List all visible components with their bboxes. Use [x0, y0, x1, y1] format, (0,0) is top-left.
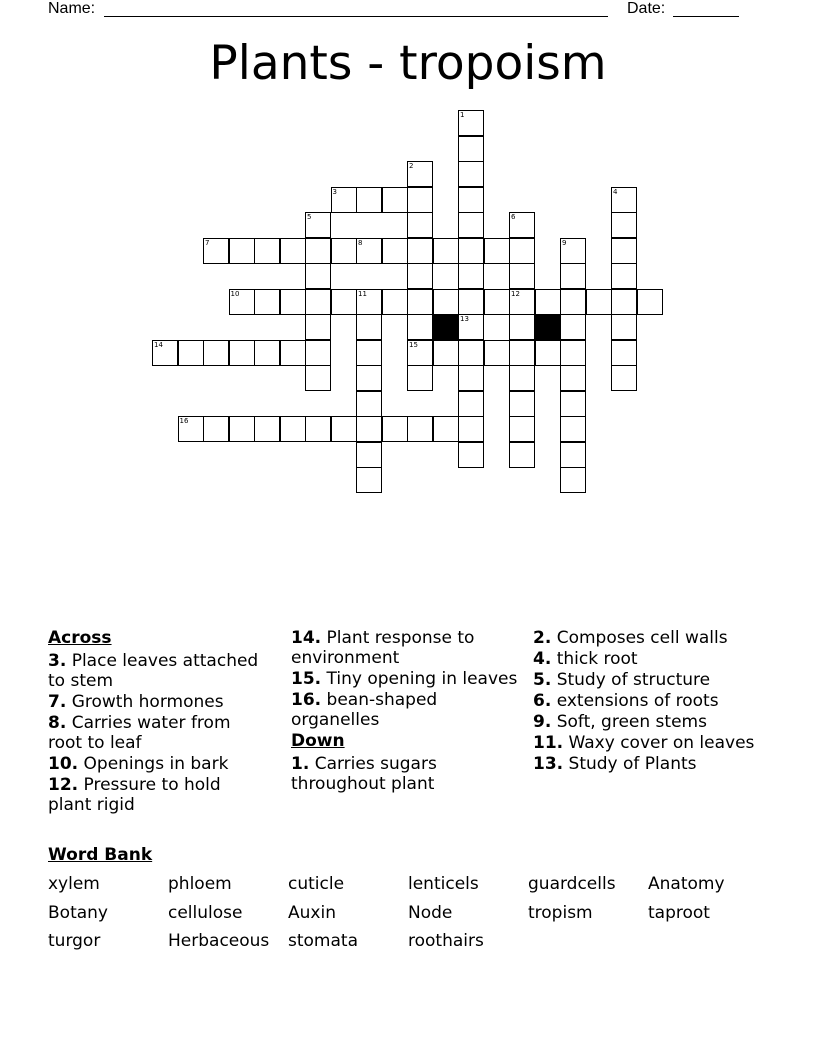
grid-cell[interactable]	[509, 314, 535, 340]
down-clue	[533, 670, 773, 690]
grid-cell[interactable]	[203, 416, 229, 442]
grid-cell[interactable]	[356, 391, 382, 417]
word-bank-item: taproot	[648, 902, 710, 923]
grid-cell[interactable]	[458, 442, 484, 468]
clue-text: Composes cell walls	[551, 628, 728, 648]
word-bank	[48, 874, 778, 960]
grid-cell[interactable]	[407, 340, 433, 366]
across-clue	[291, 690, 521, 730]
clue-number-label: 9	[562, 238, 567, 247]
grid-cell[interactable]	[280, 340, 306, 366]
grid-cell[interactable]	[229, 416, 255, 442]
grid-cell[interactable]	[178, 340, 204, 366]
grid-cell[interactable]	[203, 238, 229, 264]
grid-cell[interactable]	[382, 187, 408, 213]
name-label: Name:	[48, 0, 96, 17]
grid-cell[interactable]	[611, 365, 637, 391]
across-clue	[48, 775, 268, 815]
grid-cell[interactable]	[305, 289, 331, 315]
word-bank-heading: Word Bank	[48, 845, 153, 865]
grid-cell[interactable]	[484, 340, 510, 366]
clue-text: thick root	[551, 649, 638, 669]
clue-text: Growth hormones	[66, 692, 224, 712]
down-heading: Down	[291, 731, 345, 751]
grid-cell[interactable]	[611, 314, 637, 340]
word-bank-item: roothairs	[408, 931, 484, 951]
grid-cell[interactable]	[407, 212, 433, 238]
grid-cell[interactable]	[535, 340, 561, 366]
grid-cell[interactable]	[560, 442, 586, 468]
clue-number-label: 10	[230, 289, 240, 298]
clue-number: 11.	[533, 733, 564, 753]
grid-cell[interactable]	[407, 238, 433, 264]
clue-number: 10.	[48, 754, 79, 774]
crossword-grid	[0, 0, 816, 520]
grid-cell[interactable]	[305, 365, 331, 391]
grid-cell[interactable]	[509, 391, 535, 417]
clue-text: Waxy cover on leaves	[563, 733, 755, 753]
across-clue	[48, 713, 268, 753]
black-square	[535, 314, 561, 340]
grid-cell[interactable]	[458, 416, 484, 442]
grid-cell[interactable]	[509, 238, 535, 264]
clue-number-label: 4	[613, 187, 618, 196]
grid-cell[interactable]	[560, 263, 586, 289]
clue-text: Carries sugars throughout plant	[291, 754, 437, 794]
grid-cell[interactable]	[458, 340, 484, 366]
clue-text: Plant response to environment	[291, 628, 475, 668]
grid-cell[interactable]	[458, 161, 484, 187]
clue-number-label: 12	[511, 289, 520, 298]
grid-cell[interactable]	[356, 238, 382, 264]
grid-cell[interactable]	[560, 467, 586, 493]
grid-cell[interactable]	[509, 365, 535, 391]
clue-number-label: 15	[409, 340, 418, 349]
grid-cell[interactable]	[356, 340, 382, 366]
grid-cell[interactable]	[407, 365, 433, 391]
word-bank-item: Auxin	[288, 902, 336, 923]
grid-cell[interactable]	[356, 467, 382, 493]
grid-cell[interactable]	[305, 263, 331, 289]
clues-column-2	[291, 628, 521, 795]
clue-number-label: 11	[358, 289, 367, 298]
clue-number: 6.	[533, 691, 552, 711]
down-clue	[533, 649, 773, 669]
clue-number-label: 1	[460, 111, 465, 119]
grid-cell[interactable]	[458, 263, 484, 289]
grid-cell[interactable]	[509, 416, 535, 442]
grid-cell[interactable]	[458, 365, 484, 391]
clue-number: 13.	[533, 754, 564, 774]
grid-cell[interactable]	[382, 238, 408, 264]
grid-cell[interactable]	[407, 161, 433, 187]
word-bank-item: Herbaceous	[168, 931, 270, 951]
black-square	[433, 314, 459, 340]
clue-text: extensions of roots	[551, 691, 719, 711]
clue-number-label: 8	[358, 238, 363, 247]
grid-cell[interactable]	[356, 365, 382, 391]
clue-text: Tiny opening in leaves	[321, 669, 518, 689]
grid-cell[interactable]	[509, 289, 535, 315]
grid-cell[interactable]	[611, 238, 637, 264]
grid-cell[interactable]	[509, 212, 535, 238]
clue-number: 14.	[291, 628, 322, 648]
grid-cell[interactable]	[203, 340, 229, 366]
grid-cell[interactable]	[152, 340, 178, 366]
grid-cell[interactable]	[458, 238, 484, 264]
down-clue	[533, 754, 773, 774]
grid-cell[interactable]	[254, 340, 280, 366]
clue-number: 3.	[48, 651, 67, 671]
grid-cell[interactable]	[611, 187, 637, 213]
grid-cell[interactable]	[433, 340, 459, 366]
word-bank-item: xylem	[48, 874, 100, 894]
word-bank-item: cellulose	[168, 902, 243, 923]
grid-cell[interactable]	[305, 416, 331, 442]
word-bank-item: tropism	[528, 902, 593, 923]
word-bank-item: cuticle	[288, 874, 345, 894]
grid-cell[interactable]	[611, 263, 637, 289]
down-clue	[533, 712, 773, 732]
grid-cell[interactable]	[509, 263, 535, 289]
grid-cell[interactable]	[407, 314, 433, 340]
grid-cell[interactable]	[484, 289, 510, 315]
clue-text: Carries water from root to leaf	[48, 713, 231, 753]
grid-cell[interactable]	[509, 340, 535, 366]
grid-cell[interactable]	[407, 416, 433, 442]
word-bank-item: turgor	[48, 931, 101, 951]
clue-text: Place leaves attached to stem	[48, 651, 259, 691]
grid-cell[interactable]	[560, 289, 586, 315]
grid-cell[interactable]	[280, 289, 306, 315]
grid-cell[interactable]	[509, 442, 535, 468]
grid-cell[interactable]	[611, 289, 637, 315]
clue-number: 4.	[533, 649, 552, 669]
clue-number-label: 6	[511, 213, 516, 221]
clue-number: 16.	[291, 690, 322, 710]
grid-cell[interactable]	[407, 263, 433, 289]
grid-cell[interactable]	[305, 340, 331, 366]
clue-text: Study of structure	[551, 670, 711, 690]
grid-cell[interactable]	[305, 212, 331, 238]
grid-cell[interactable]	[560, 340, 586, 366]
word-bank-item: phloem	[168, 874, 232, 894]
grid-cell[interactable]	[458, 110, 484, 136]
grid-cell[interactable]	[433, 289, 459, 315]
grid-cell[interactable]	[331, 238, 357, 264]
grid-cell[interactable]	[356, 314, 382, 340]
grid-cell[interactable]	[356, 187, 382, 213]
grid-cell[interactable]	[382, 289, 408, 315]
clue-number-label: 5	[307, 213, 312, 221]
down-clue	[291, 754, 521, 794]
word-bank-item: Anatomy	[648, 874, 725, 894]
grid-cell[interactable]	[433, 416, 459, 442]
grid-cell[interactable]	[382, 416, 408, 442]
puzzle-title: Plants - tropoism	[209, 36, 607, 91]
clue-number: 5.	[533, 670, 552, 690]
clues-column-1	[48, 628, 268, 816]
grid-cell[interactable]	[458, 187, 484, 213]
grid-cell[interactable]	[254, 238, 280, 264]
grid-cell[interactable]	[458, 314, 484, 340]
clue-text: Soft, green stems	[551, 712, 707, 732]
across-clue	[291, 669, 521, 689]
grid-cell[interactable]	[331, 187, 357, 213]
clue-number-label: 16	[179, 417, 189, 425]
grid-cell[interactable]	[611, 340, 637, 366]
clue-text: Study of Plants	[563, 754, 697, 774]
grid-cell[interactable]	[484, 238, 510, 264]
grid-cell[interactable]	[586, 289, 612, 315]
clue-number-label: 7	[205, 238, 210, 247]
clue-number: 2.	[533, 628, 552, 648]
clue-number-label: 2	[409, 162, 414, 170]
clue-number-label: 13	[460, 315, 469, 323]
grid-cell[interactable]	[458, 136, 484, 162]
grid-cell[interactable]	[407, 289, 433, 315]
across-clue	[291, 628, 521, 668]
clue-number: 15.	[291, 669, 322, 689]
grid-cell[interactable]	[280, 238, 306, 264]
clue-number: 12.	[48, 775, 79, 795]
grid-cell[interactable]	[356, 442, 382, 468]
clue-text: Openings in bark	[78, 754, 229, 774]
grid-cell[interactable]	[331, 289, 357, 315]
grid-cell[interactable]	[305, 238, 331, 264]
grid-cell[interactable]	[280, 416, 306, 442]
grid-cell[interactable]	[637, 289, 663, 315]
across-clue	[48, 651, 268, 691]
word-bank-item: Botany	[48, 902, 108, 923]
grid-cell[interactable]	[178, 416, 204, 442]
clue-number-label: 14	[154, 340, 163, 349]
grid-cell[interactable]	[560, 238, 586, 264]
clue-text: bean-shaped organelles	[291, 690, 438, 730]
word-bank-item: Node	[408, 902, 453, 923]
down-clue	[533, 691, 773, 711]
grid-cell[interactable]	[356, 289, 382, 315]
across-clue	[48, 692, 268, 712]
grid-cell[interactable]	[458, 391, 484, 417]
grid-cell[interactable]	[407, 187, 433, 213]
date-label: Date:	[627, 0, 666, 17]
grid-cell[interactable]	[458, 289, 484, 315]
grid-cell[interactable]	[254, 289, 280, 315]
across-clue	[48, 754, 268, 774]
clues-column-3	[533, 628, 773, 775]
grid-cell[interactable]	[229, 340, 255, 366]
clue-number: 1.	[291, 754, 310, 774]
grid-cell[interactable]	[560, 365, 586, 391]
grid-cell[interactable]	[560, 391, 586, 417]
grid-cell[interactable]	[229, 238, 255, 264]
grid-cell[interactable]	[560, 314, 586, 340]
clue-number-label: 3	[332, 187, 337, 196]
grid-cell[interactable]	[535, 289, 561, 315]
grid-cell[interactable]	[458, 212, 484, 238]
grid-cell[interactable]	[254, 416, 280, 442]
grid-cell[interactable]	[331, 416, 357, 442]
clue-number: 9.	[533, 712, 552, 732]
word-bank-item: lenticels	[408, 874, 479, 894]
down-clue	[533, 733, 773, 753]
clue-number: 8.	[48, 713, 67, 733]
word-bank-item: stomata	[288, 931, 358, 951]
grid-cell[interactable]	[356, 416, 382, 442]
clue-number: 7.	[48, 692, 67, 712]
grid-cell[interactable]	[560, 416, 586, 442]
grid-cell[interactable]	[433, 238, 459, 264]
across-heading: Across	[48, 628, 112, 648]
clue-text: Pressure to hold plant rigid	[48, 775, 221, 815]
word-bank-item: guardcells	[528, 874, 616, 894]
grid-cell[interactable]	[611, 212, 637, 238]
down-clue	[533, 628, 773, 648]
grid-cell[interactable]	[305, 314, 331, 340]
grid-cell[interactable]	[229, 289, 255, 315]
